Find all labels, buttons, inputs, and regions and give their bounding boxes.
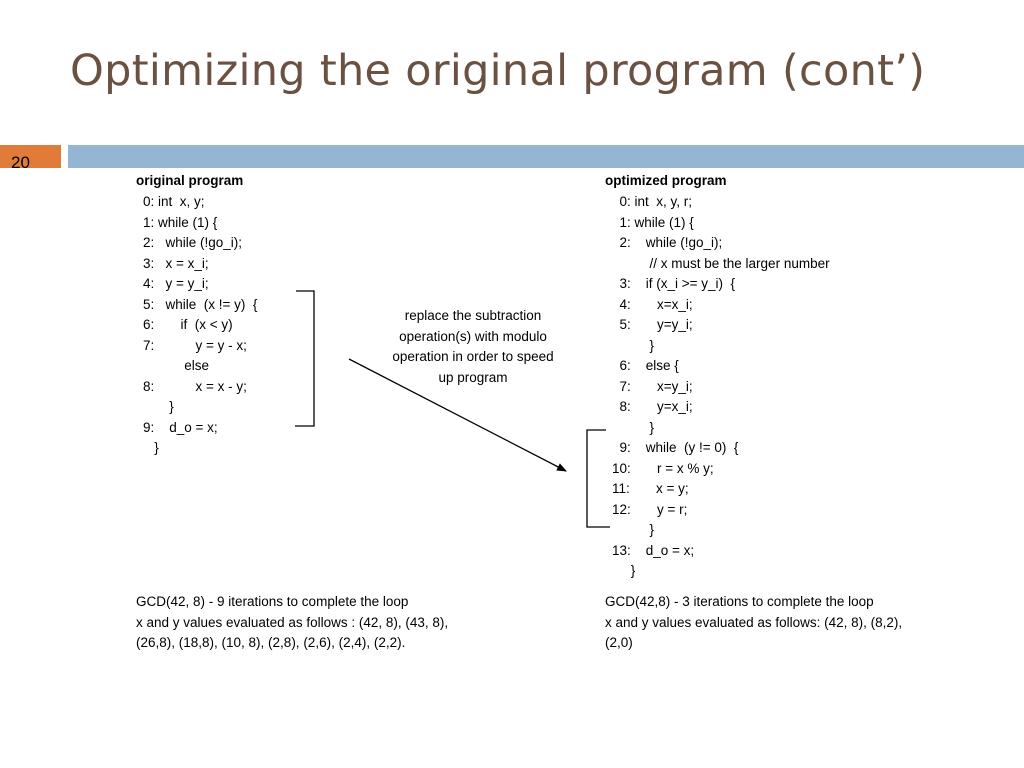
code-line: 0: int x, y, r; (612, 194, 693, 209)
code-line: 10: r = x % y; (612, 460, 714, 476)
code-line: 8: x = x - y; (143, 378, 247, 394)
note-line: replace the subtraction (404, 308, 542, 323)
summary-line: (26,8), (18,8), (10, 8), (2,8), (2,6), (2,4), (2,2). (136, 635, 406, 650)
summary-line: x and y values evaluated as follows: (42, 8), (8,2), (605, 614, 903, 630)
optimized-loop-bracket (587, 430, 610, 527)
code-line: 8: y=x_i; (612, 399, 693, 414)
code-line: } (143, 440, 159, 455)
note-line: up program (438, 370, 508, 386)
code-line: 7: x=y_i; (612, 378, 693, 394)
code-line: 6: else { (612, 358, 679, 373)
code-line: 13: d_o = x; (612, 542, 695, 558)
code-line: 4: x=x_i; (612, 296, 693, 312)
code-line: 12: y = r; (612, 501, 688, 517)
note-line: operation in order to speed (392, 349, 554, 365)
code-line: 2: while (!go_i); (143, 235, 243, 250)
code-line: 11: x = y; (612, 481, 689, 496)
code-line: 7: y = y - x; (143, 337, 247, 353)
code-line: 1: while (1) { (612, 214, 694, 230)
code-line: } (612, 563, 636, 578)
summary-line: x and y values evaluated as follows : (42, 8), (43, 8), (136, 614, 449, 630)
code-line: else (143, 358, 210, 373)
code-line: } (612, 419, 655, 435)
slide-number: 20 (11, 153, 30, 172)
code-line: 4: y = y_i; (143, 276, 209, 291)
code-line: 2: while (!go_i); (612, 235, 723, 250)
code-line: 5: while (x != y) { (143, 296, 258, 312)
original-loop-bracket (295, 291, 314, 426)
summary-line: GCD(42,8) - 3 iterations to complete the loop (605, 594, 874, 609)
code-line: 5: y=y_i; (612, 317, 693, 332)
code-line: 3: if (x_i >= y_i) { (612, 276, 736, 291)
summary-line: GCD(42, 8) - 9 iterations to complete the loop (136, 594, 409, 609)
original-heading: original program (136, 173, 244, 188)
code-line: } (143, 399, 174, 414)
code-line: // x must be the larger number (612, 255, 830, 271)
code-line: 6: if (x < y) (143, 317, 233, 332)
summary-line: (2,0) (605, 635, 633, 650)
code-line: 1: while (1) { (143, 214, 218, 230)
note-line: operation(s) with modulo (399, 328, 547, 344)
optimized-heading: optimized program (605, 173, 727, 188)
code-line: } (612, 522, 655, 537)
slide-title: Optimizing the original program (cont’) (70, 46, 926, 96)
code-line: 9: d_o = x; (143, 419, 218, 435)
code-line: } (612, 337, 655, 353)
code-line: 0: int x, y; (143, 194, 205, 209)
code-line: 9: while (y != 0) { (612, 440, 739, 455)
code-line: 3: x = x_i; (143, 255, 209, 271)
transform-arrow (349, 359, 566, 471)
